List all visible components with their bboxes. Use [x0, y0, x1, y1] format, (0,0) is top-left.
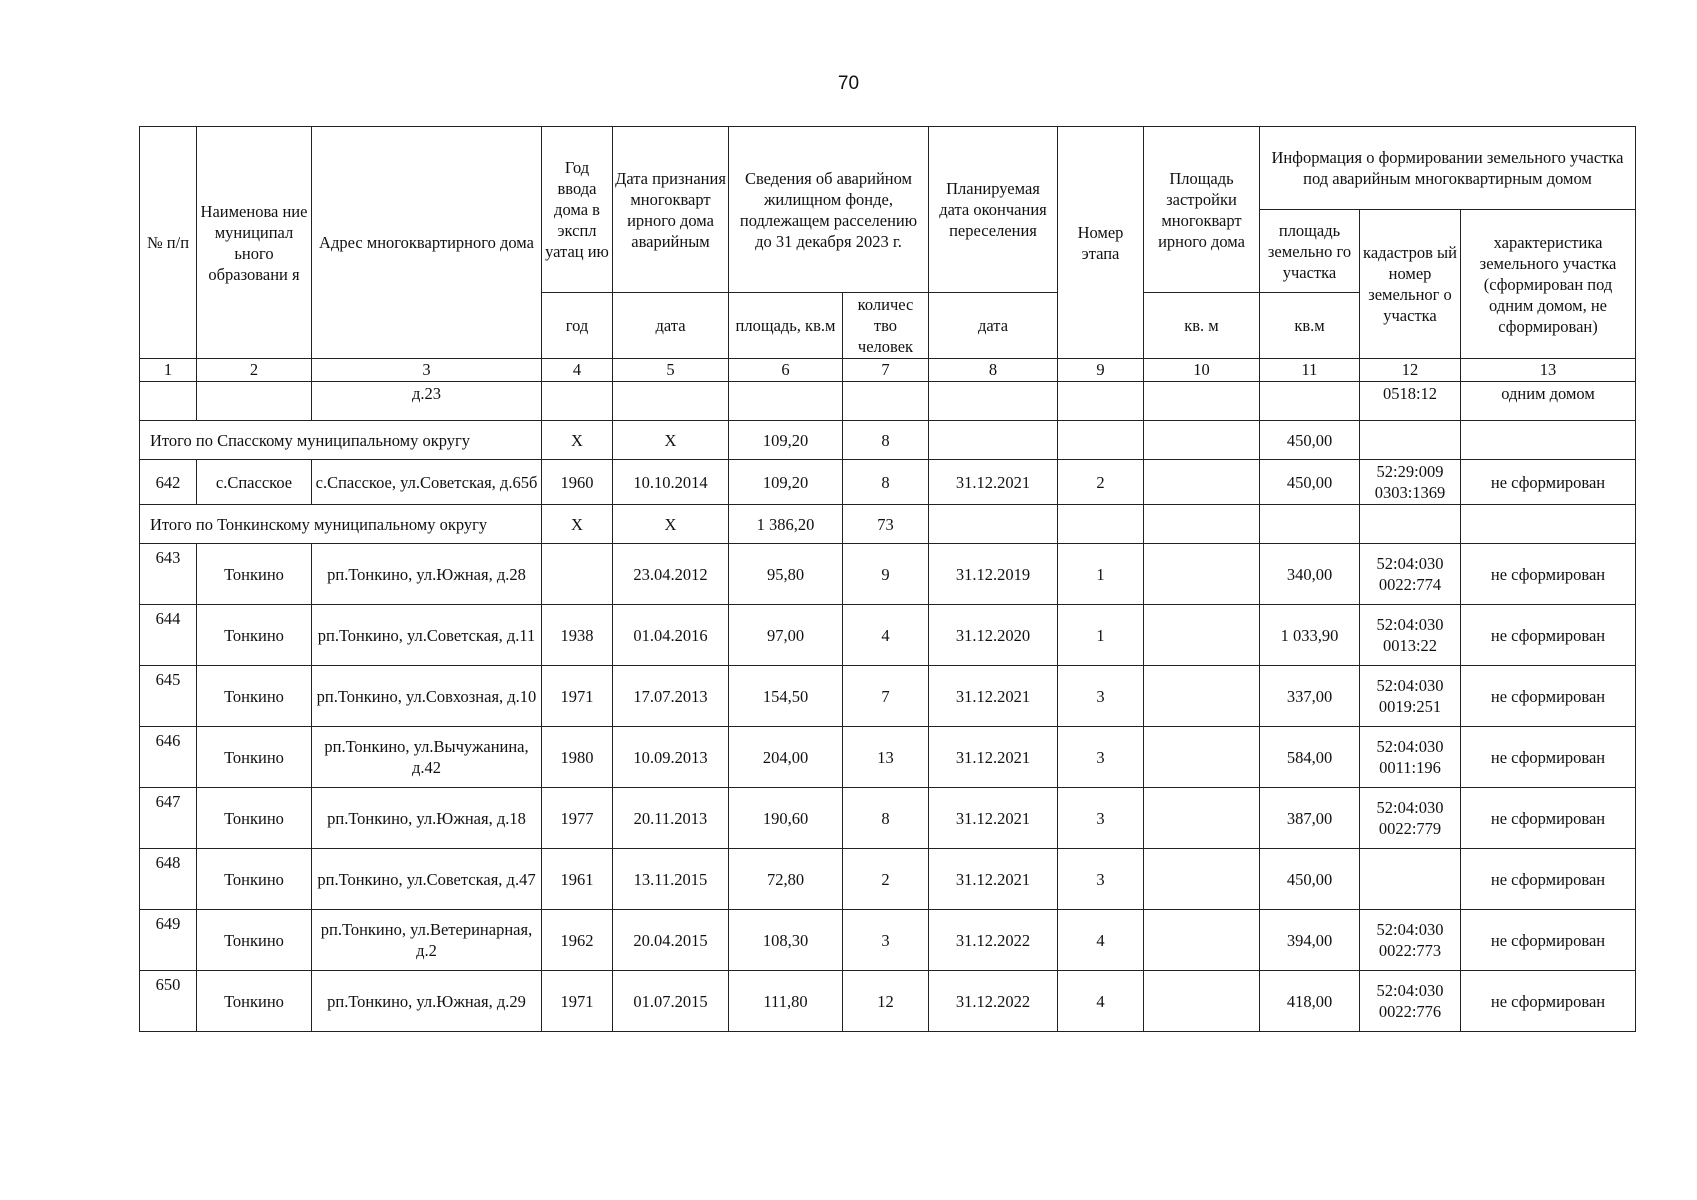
total-people: 73: [843, 505, 929, 544]
cell-year: 1971: [542, 971, 613, 1032]
cell-date: 17.07.2013: [613, 666, 729, 727]
cell-planned: 31.12.2022: [929, 971, 1058, 1032]
cell-land-area: 340,00: [1260, 544, 1360, 605]
total-area: 109,20: [729, 421, 843, 460]
table-row: [140, 971, 1636, 1032]
cell-char: не сформирован: [1461, 666, 1636, 727]
cell-address: рп.Тонкино, ул.Вычужанина, д.42: [312, 727, 542, 788]
table-row: [140, 849, 1636, 910]
cell-char: не сформирован: [1461, 727, 1636, 788]
cell-stage: 4: [1058, 971, 1144, 1032]
cell-char: не сформирован: [1461, 971, 1636, 1032]
hdr-planned-end: Планируемая дата окончания переселения: [929, 127, 1058, 293]
total-row-tonkino: [140, 505, 1636, 544]
cell-planned: 31.12.2021: [929, 460, 1058, 505]
page-number: 70: [837, 73, 860, 94]
cell-num: 647: [140, 788, 197, 849]
table-row: [140, 666, 1636, 727]
cell-area: 95,80: [729, 544, 843, 605]
cell-stage: 2: [1058, 460, 1144, 505]
cell-people: 7: [843, 666, 929, 727]
cell-planned: 31.12.2021: [929, 666, 1058, 727]
cell-stage: 1: [1058, 605, 1144, 666]
cell-area: 97,00: [729, 605, 843, 666]
cell-land-area: 450,00: [1260, 849, 1360, 910]
cell-people: 12: [843, 971, 929, 1032]
unit-date: дата: [613, 293, 729, 359]
cell-people: 9: [843, 544, 929, 605]
unit-year: год: [542, 293, 613, 359]
cell-char: не сформирован: [1461, 849, 1636, 910]
cell-planned: 31.12.2022: [929, 910, 1058, 971]
cell-num: 650: [140, 971, 197, 1032]
cell-mun: Тонкино: [197, 727, 312, 788]
cell-cadastral: 52:04:030 0022:776: [1360, 971, 1461, 1032]
cont-char: одним домом: [1461, 382, 1636, 421]
col-number: 1: [140, 359, 197, 382]
cell-land-area: 1 033,90: [1260, 605, 1360, 666]
cell-year: [542, 544, 613, 605]
hdr-date-recognized: Дата признания многокварт ирного дома аварийным: [613, 127, 729, 293]
table-row: [140, 788, 1636, 849]
cell-cadastral: 52:29:009 0303:1369: [1360, 460, 1461, 505]
cell-area: 154,50: [729, 666, 843, 727]
cell-stage: 3: [1058, 788, 1144, 849]
cell-year: 1977: [542, 788, 613, 849]
unit-planned-date: дата: [929, 293, 1058, 359]
col-number: 12: [1360, 359, 1461, 382]
cell-stage: 3: [1058, 666, 1144, 727]
housing-table: [139, 126, 1636, 1032]
hdr-address: Адрес многоквартирного дома: [312, 127, 542, 359]
cell-date: 10.09.2013: [613, 727, 729, 788]
cell-area: 108,30: [729, 910, 843, 971]
cell-building-area: [1144, 849, 1260, 910]
cell-building-area: [1144, 460, 1260, 505]
cell-date: 20.04.2015: [613, 910, 729, 971]
table-row: [140, 460, 1636, 505]
cell-building-area: [1144, 971, 1260, 1032]
cell-land-area: 584,00: [1260, 727, 1360, 788]
hdr-land-char: характеристика земельного участка (сформирован под одним домом, не сформирован): [1461, 210, 1636, 359]
cell-num: 642: [140, 460, 197, 505]
cell-building-area: [1144, 544, 1260, 605]
hdr-stage: Номер этапа: [1058, 127, 1144, 359]
cell-area: 72,80: [729, 849, 843, 910]
unit-area: площадь, кв.м: [729, 293, 843, 359]
col-number: 11: [1260, 359, 1360, 382]
hdr-cadastral: кадастров ый номер земельног о участка: [1360, 210, 1461, 359]
col-number: 6: [729, 359, 843, 382]
continuation-row: [140, 382, 1636, 421]
cell-mun: Тонкино: [197, 971, 312, 1032]
col-number: 10: [1144, 359, 1260, 382]
cell-area: 109,20: [729, 460, 843, 505]
cont-cadastral: 0518:12: [1360, 382, 1461, 421]
cell-people: 8: [843, 788, 929, 849]
cell-cadastral: 52:04:030 0022:774: [1360, 544, 1461, 605]
cell-cadastral: 52:04:030 0019:251: [1360, 666, 1461, 727]
total-label: Итого по Тонкинскому муниципальному округу: [140, 505, 542, 544]
table-row: [140, 727, 1636, 788]
cell-people: 4: [843, 605, 929, 666]
cell-year: 1938: [542, 605, 613, 666]
col-number: 4: [542, 359, 613, 382]
col-number: 13: [1461, 359, 1636, 382]
cont-address: д.23: [312, 382, 542, 421]
cell-people: 8: [843, 460, 929, 505]
unit-land-area: кв.м: [1260, 293, 1360, 359]
cell-num: 645: [140, 666, 197, 727]
cell-mun: Тонкино: [197, 788, 312, 849]
cell-year: 1960: [542, 460, 613, 505]
total-people: 8: [843, 421, 929, 460]
cell-people: 13: [843, 727, 929, 788]
total-date: Х: [613, 421, 729, 460]
total-label: Итого по Спасскому муниципальному округу: [140, 421, 542, 460]
cell-planned: 31.12.2021: [929, 788, 1058, 849]
cell-land-area: 387,00: [1260, 788, 1360, 849]
cell-people: 2: [843, 849, 929, 910]
cell-address: рп.Тонкино, ул.Южная, д.28: [312, 544, 542, 605]
cell-planned: 31.12.2020: [929, 605, 1058, 666]
cell-address: с.Спасское, ул.Советская, д.65б: [312, 460, 542, 505]
table-row: [140, 544, 1636, 605]
cell-date: 01.04.2016: [613, 605, 729, 666]
cell-land-area: 418,00: [1260, 971, 1360, 1032]
cell-stage: 4: [1058, 910, 1144, 971]
total-area: 1 386,20: [729, 505, 843, 544]
cell-address: рп.Тонкино, ул.Ветеринарная, д.2: [312, 910, 542, 971]
cell-char: не сформирован: [1461, 460, 1636, 505]
col-number: 2: [197, 359, 312, 382]
cell-char: не сформирован: [1461, 605, 1636, 666]
cell-stage: 3: [1058, 727, 1144, 788]
cell-building-area: [1144, 910, 1260, 971]
cell-mun: с.Спасское: [197, 460, 312, 505]
table-row: [140, 910, 1636, 971]
cell-num: 646: [140, 727, 197, 788]
cell-date: 01.07.2015: [613, 971, 729, 1032]
cell-building-area: [1144, 666, 1260, 727]
hdr-building-area: Площадь застройки многокварт ирного дома: [1144, 127, 1260, 293]
cell-building-area: [1144, 788, 1260, 849]
total-year: Х: [542, 421, 613, 460]
unit-people: количес тво человек: [843, 293, 929, 359]
cell-char: не сформирован: [1461, 788, 1636, 849]
cell-mun: Тонкино: [197, 544, 312, 605]
header-row-top: [140, 127, 1636, 210]
cell-area: 111,80: [729, 971, 843, 1032]
col-number: 5: [613, 359, 729, 382]
hdr-num: № п/п: [140, 127, 197, 359]
total-date: Х: [613, 505, 729, 544]
cell-address: рп.Тонкино, ул.Советская, д.11: [312, 605, 542, 666]
cell-cadastral: 52:04:030 0022:773: [1360, 910, 1461, 971]
cell-building-area: [1144, 605, 1260, 666]
cell-mun: Тонкино: [197, 666, 312, 727]
cell-cadastral: 52:04:030 0013:22: [1360, 605, 1461, 666]
col-number: 7: [843, 359, 929, 382]
cell-mun: Тонкино: [197, 605, 312, 666]
cell-land-area: 450,00: [1260, 460, 1360, 505]
hdr-year-in-use: Год ввода дома в экспл уатац ию: [542, 127, 613, 293]
cell-year: 1980: [542, 727, 613, 788]
cell-address: рп.Тонкино, ул.Советская, д.47: [312, 849, 542, 910]
total-land-area: 450,00: [1260, 421, 1360, 460]
cell-planned: 31.12.2021: [929, 727, 1058, 788]
cell-address: рп.Тонкино, ул.Совхозная, д.10: [312, 666, 542, 727]
cell-people: 3: [843, 910, 929, 971]
cell-stage: 3: [1058, 849, 1144, 910]
cell-land-area: 337,00: [1260, 666, 1360, 727]
cell-date: 10.10.2014: [613, 460, 729, 505]
col-number: 8: [929, 359, 1058, 382]
hdr-housing-info: Сведения об аварийном жилищном фонде, подлежащем расселению до 31 декабря 2023 г.: [729, 127, 929, 293]
cell-char: не сформирован: [1461, 544, 1636, 605]
hdr-land-area: площадь земельно го участка: [1260, 210, 1360, 293]
cell-stage: 1: [1058, 544, 1144, 605]
cell-land-area: 394,00: [1260, 910, 1360, 971]
hdr-land-info: Информация о формировании земельного участка под аварийным многоквартирным домом: [1260, 127, 1636, 210]
cell-year: 1961: [542, 849, 613, 910]
cell-building-area: [1144, 727, 1260, 788]
cell-date: 23.04.2012: [613, 544, 729, 605]
cell-cadastral: [1360, 849, 1461, 910]
col-number: 9: [1058, 359, 1144, 382]
cell-mun: Тонкино: [197, 910, 312, 971]
total-row-spassky: [140, 421, 1636, 460]
hdr-municipality: Наименова ние муниципал ьного образовани я: [197, 127, 312, 359]
cell-num: 643: [140, 544, 197, 605]
cell-mun: Тонкино: [197, 849, 312, 910]
cell-date: 13.11.2015: [613, 849, 729, 910]
cell-cadastral: 52:04:030 0011:196: [1360, 727, 1461, 788]
cell-area: 204,00: [729, 727, 843, 788]
cell-num: 649: [140, 910, 197, 971]
cell-planned: 31.12.2019: [929, 544, 1058, 605]
cell-year: 1971: [542, 666, 613, 727]
col-number: 3: [312, 359, 542, 382]
unit-building-area: кв. м: [1144, 293, 1260, 359]
cell-num: 644: [140, 605, 197, 666]
cell-planned: 31.12.2021: [929, 849, 1058, 910]
cell-year: 1962: [542, 910, 613, 971]
cell-char: не сформирован: [1461, 910, 1636, 971]
cell-num: 648: [140, 849, 197, 910]
cell-cadastral: 52:04:030 0022:779: [1360, 788, 1461, 849]
total-year: Х: [542, 505, 613, 544]
column-number-row: [140, 359, 1636, 382]
cell-area: 190,60: [729, 788, 843, 849]
cell-date: 20.11.2013: [613, 788, 729, 849]
table-row: [140, 605, 1636, 666]
cell-address: рп.Тонкино, ул.Южная, д.29: [312, 971, 542, 1032]
cell-address: рп.Тонкино, ул.Южная, д.18: [312, 788, 542, 849]
